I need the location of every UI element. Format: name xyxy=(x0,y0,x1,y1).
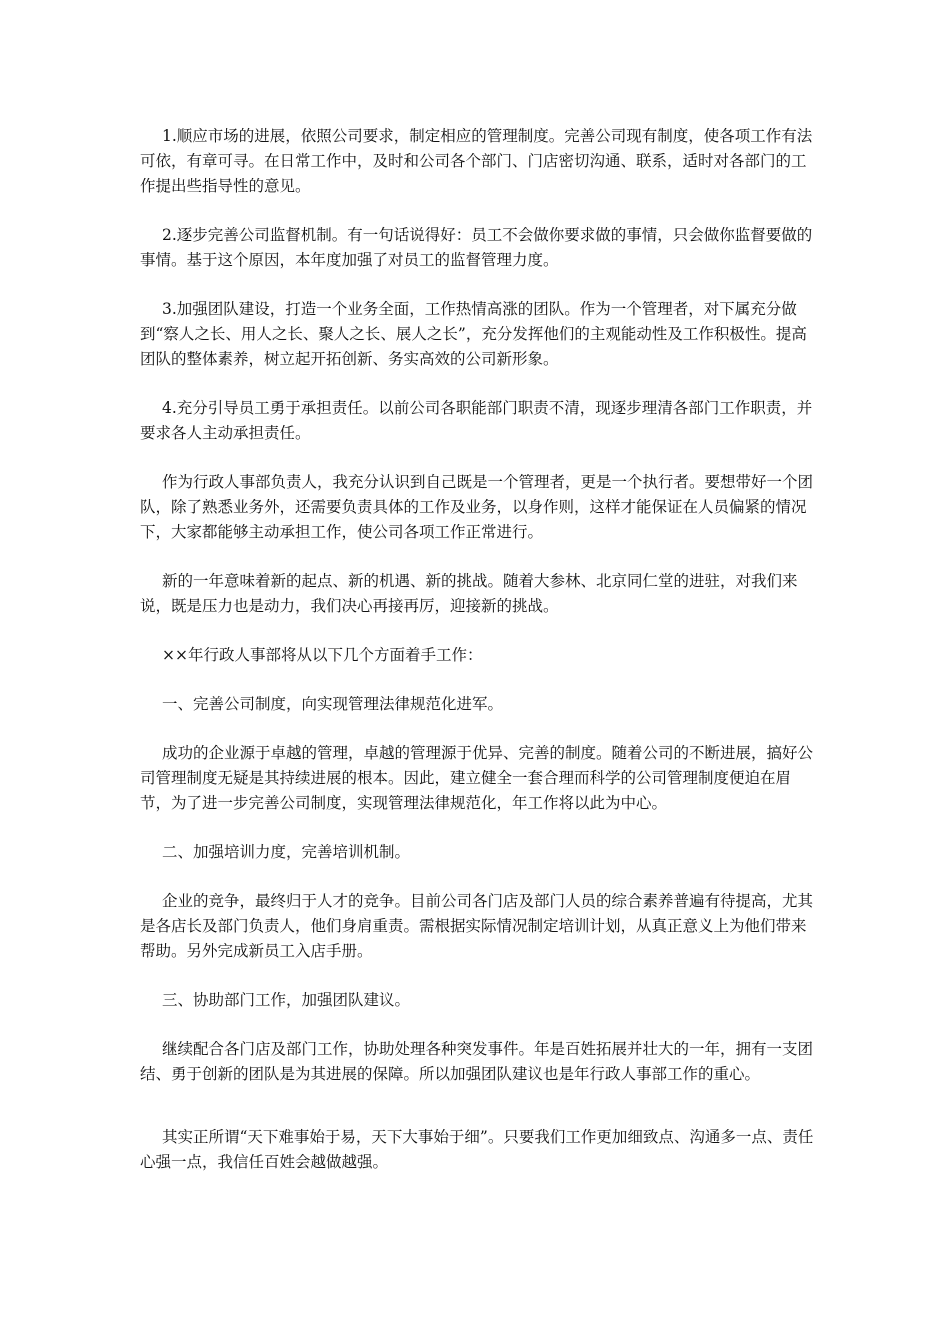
paragraph-item-1: 1.顺应市场的进展，依照公司要求，制定相应的管理制度。完善公司现有制度，使各项工作有法可依，有章可寻。在日常工作中，及时和公司各个部门、门店密切沟通、联系，适时对各部门的工作提出些指导性的意见。 xyxy=(140,127,813,195)
section-body-3: 继续配合各门店及部门工作，协助处理各种突发事件。年是百姓拓展并壮大的一年，拥有一支团结、勇于创新的团队是为其进展的保障。所以加强团队建议也是年行政人事部工作的重心。 xyxy=(140,1040,814,1083)
paragraph-role: 作为行政人事部负责人，我充分认识到自己既是一个管理者，更是一个执行者。要想带好一个团队，除了熟悉业务外，还需要负责具体的工作及业务，以身作则，这样才能保证在人员偏紧的情况下，大家都能够主动承担工作，使公司各项工作正常进行。 xyxy=(140,473,814,541)
closing-paragraph: 其实正所谓“天下难事始于易，天下大事始于细”。只要我们工作更加细致点、沟通多一点、责任心强一点，我信任百姓会越做越强。 xyxy=(140,1128,814,1171)
paragraph-item-2: 2.逐步完善公司监督机制。有一句话说得好：员工不会做你要求做的事情，只会做你监督要做的事情。基于这个原因，本年度加强了对员工的监督管理力度。 xyxy=(140,226,813,269)
paragraph-item-4: 4.充分引导员工勇于承担责任。以前公司各职能部门职责不清，现逐步理清各部门工作职责，并要求各人主动承担责任。 xyxy=(140,399,813,442)
paragraph-new-year: 新的一年意味着新的起点、新的机遇、新的挑战。随着大参林、北京同仁堂的进驻，对我们来说，既是压力也是动力，我们决心再接再厉，迎接新的挑战。 xyxy=(140,572,798,615)
section-body-1: 成功的企业源于卓越的管理，卓越的管理源于优异、完善的制度。随着公司的不断进展，搞好公司管理制度无疑是其持续进展的根本。因此，建立健全一套合理而科学的公司管理制度便迫在眉节，为了进一步完善公司制度，实现管理法律规范化，年工作将以此为中心。 xyxy=(140,744,814,812)
document-body xyxy=(140,124,815,1199)
section-heading-2: 二、加强培训力度，完善培训机制。 xyxy=(162,843,411,861)
section-heading-1: 一、完善公司制度，向实现管理法律规范化进军。 xyxy=(162,695,504,713)
section-body-2: 企业的竞争，最终归于人才的竞争。目前公司各门店及部门人员的综合素养普遍有待提高，尤其是各店长及部门负责人，他们身肩重责。需根据实际情况制定培训计划，从真正意义上为他们带来帮助。另外完成新员工入店手册。 xyxy=(140,892,814,960)
paragraph-item-3: 3.加强团队建设，打造一个业务全面，工作热情高涨的团队。作为一个管理者，对下属充分做到“察人之长、用人之长、聚人之长、展人之长”，充分发挥他们的主观能动性及工作积极性。提高团队的整体素养，树立起开拓创新、务实高效的公司新形象。 xyxy=(140,300,807,368)
paragraph-plan-intro: ××年行政人事部将从以下几个方面着手工作： xyxy=(162,646,483,664)
section-heading-3: 三、协助部门工作，加强团队建议。 xyxy=(162,991,411,1009)
